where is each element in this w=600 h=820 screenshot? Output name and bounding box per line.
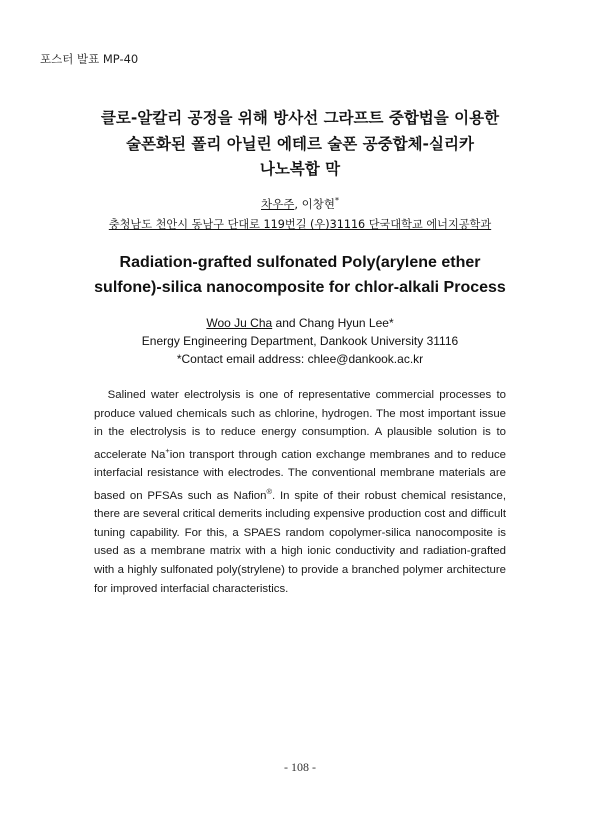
- english-affiliation: Energy Engineering Department, Dankook University 31116: [141, 334, 459, 348]
- english-title-line: sulfone)-silica nanocomposite for chlor-alkali Process: [94, 279, 506, 296]
- english-presenting-author: Woo Ju Cha: [206, 316, 273, 330]
- page-number: - 108 -: [284, 760, 316, 774]
- korean-corresponding-author: 이창현: [301, 197, 335, 211]
- korean-presenting-author: 차우주: [261, 197, 295, 211]
- korean-affiliation: 충청남도 천안시 동남구 단대로 119번길 (우)31116 단국대학교 에너지공학과: [108, 218, 492, 231]
- korean-title-line: 술폰화된 폴리 아닐린 에테르 술폰 공중합체-실리카: [126, 134, 474, 153]
- corresponding-mark: *: [334, 196, 339, 206]
- sodium-charge-superscript: +: [165, 445, 170, 455]
- abstract-text: . In spite of their robust chemical resistance, there are several critical demerits including expensive production cost and difficult tuning capability. For this, a SPAES random copolymer-silica nanocomposite is used as a membrane matrix with a high ionic conductivity and radiation-grafted with a highly sulfonated poly(strylene) to provide a branched polymer architecture for improved interfacial characteristics.: [94, 489, 506, 595]
- korean-title: [60, 106, 540, 183]
- abstract-body: [94, 386, 506, 598]
- author-separator: ,: [294, 197, 302, 211]
- session-label: 포스터 발표 MP-40: [40, 52, 139, 66]
- contact-email: *Contact email address: chlee@dankook.ac.kr: [176, 352, 424, 366]
- english-authors: [0, 316, 600, 330]
- english-coauthor: and Chang Hyun Lee*: [272, 316, 394, 330]
- registered-mark: ®: [266, 486, 272, 496]
- english-title: [60, 250, 540, 300]
- korean-title-line: 나노복합 막: [259, 160, 341, 178]
- korean-authors: [0, 196, 600, 212]
- english-title-line: Radiation-grafted sulfonated Poly(arylene ether: [119, 254, 481, 271]
- abstract-text: Salined water electrolysis is one of representative commercial processes to produce valued chemicals such as chlorine, hydrogen. The most important issue in the electrolysis is to reduce energy consumption. A plausible solution is to accelerate Na: [94, 389, 506, 461]
- abstract-text: ion transport through cation exchange membranes and to reduce interfacial resistance with electrodes. The conventional membrane materials are based on PFSAs such as Nafion: [94, 448, 506, 502]
- korean-title-line: 클로-알칼리 공정을 위해 방사선 그라프트 중합법을 이용한: [100, 109, 500, 127]
